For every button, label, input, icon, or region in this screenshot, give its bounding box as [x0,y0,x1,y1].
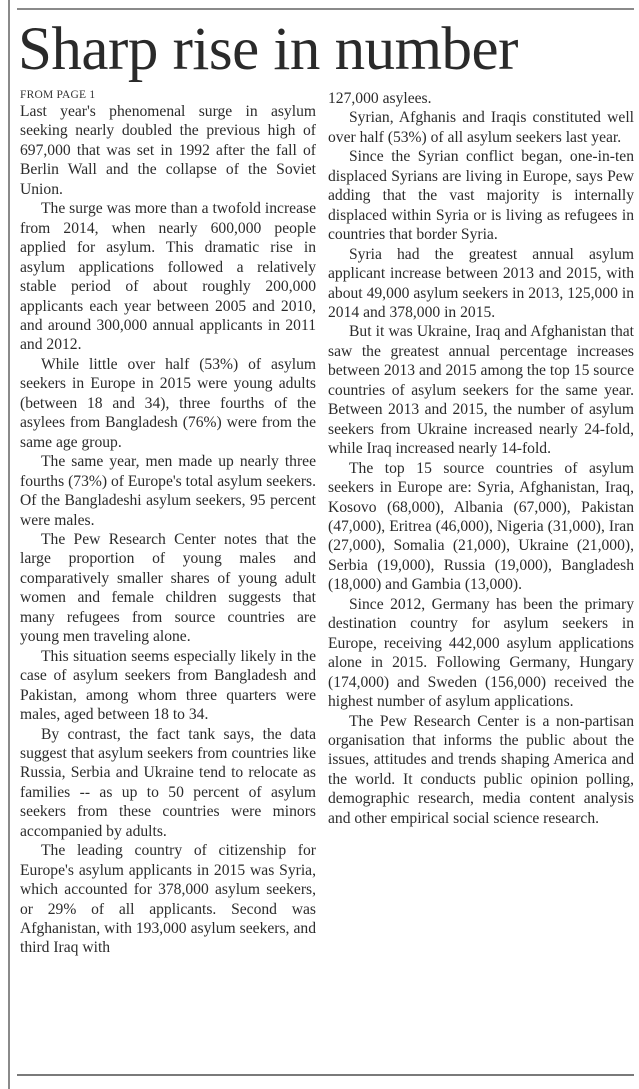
paragraph: By contrast, the fact tank says, the data suggest that asylum seekers from countries like Russia, Serbia and Ukraine tend to relocate as families -- as up to 50 percent of asylum seekers from these countries were minors accompanied by adults. [20,725,316,840]
article-column-left [20,88,316,958]
paragraph: The Pew Research Center notes that the large proportion of young males and comparatively smaller shares of young adult women and female children suggests that many refugees from source countries are young men traveling alone. [20,530,316,646]
paragraph: The same year, men made up nearly three fourths (73%) of Europe's total asylum seekers. Of the Bangladeshi asylum seekers, 95 percent were males. [20,453,316,529]
paragraph: Syria had the greatest annual asylum applicant increase between 2013 and 2015, with about 49,000 asylum seekers in 2013, 125,000 in 2014 and 378,000 in 2015. [328,245,634,321]
paragraph: This situation seems especially likely in the case of asylum seekers from Bangladesh and Pakistan, among whom three quarters were males, aged between 18 to 34. [20,647,316,724]
paragraph: Syrian, Afghanis and Iraqis constituted well over half (53%) of all asylum seekers last year. [328,109,634,146]
paragraph: The leading country of citizenship for Europe's asylum applicants in 2015 was Syria, which accounted for 378,000 asylum seekers, or 29% of all applicants. Second was Afghanistan, with 193,000 asylum seekers, and third Iraq with [20,842,316,957]
paragraph: Since the Syrian conflict began, one-in-ten displaced Syrians are living in Europe, says Pew adding that the vast majority is internally displaced within Syria or is living as refugees in countries that border Syria. [328,148,634,244]
paragraph: Last year's phenomenal surge in asylum seeking nearly doubled the previous high of 697,000 that was set in 1992 after the fall of Berlin Wall and the collapse of the Soviet Union. [20,103,316,198]
left-column-border [8,0,10,1089]
paragraph: Since 2012, Germany has been the primary destination country for asylum seekers in Europe, receiving 442,000 asylum applications alone in 2015. Following Germany, Hungary (174,000) and Sweden (156,000) received the highest number of asylum applications. [328,595,634,711]
paragraph-continuation: 127,000 asylees. [328,90,432,107]
paragraph: The Pew Research Center is a non-partisan organisation that informs the public about the issues, attitudes and trends shaping America and the world. It conducts public opinion polling, demographic research, media content analysis and other empirical social science research. [328,712,634,827]
paragraph: But it was Ukraine, Iraq and Afghanistan that saw the greatest annual percentage increases between 2013 and 2015 among the top 15 source countries of asylum seekers for the same year. Between 2013 and 2015, the number of asylum seekers from Ukraine increased nearly 24-fold, while Iraq increased nearly 14-fold. [328,323,634,458]
kicker-from-page: FROM PAGE 1 [20,89,96,101]
paragraph: The surge was more than a twofold increase from 2014, when nearly 600,000 people applied for asylum. This dramatic rise in asylum applications followed a relatively stable period of about roughly 200,000 applicants each year between 2005 and 2010, and around 300,000 annual applicants in 2011 and 2012. [20,200,316,354]
top-rule [17,8,634,10]
article-column-right [328,89,634,828]
bottom-rule [17,1074,634,1076]
paragraph: While little over half (53%) of asylum seekers in Europe in 2015 were young adults (between 18 and 34), three fourths of the asylees from Bangladesh (76%) were from the same age group. [20,355,316,451]
headline: Sharp rise in number [18,16,518,83]
paragraph: The top 15 source countries of asylum seekers in Europe are: Syria, Afghanistan, Iraq, Kosovo (68,000), Albania (67,000), Pakistan (47,000), Eritrea (46,000), Nigeria (31,000), Iran (27,000), Somalia (21,000), Ukraine (21,000), Serbia (19,000), Russia (19,000), Bangladesh (18,000) and Gambia (13,000). [328,459,634,594]
